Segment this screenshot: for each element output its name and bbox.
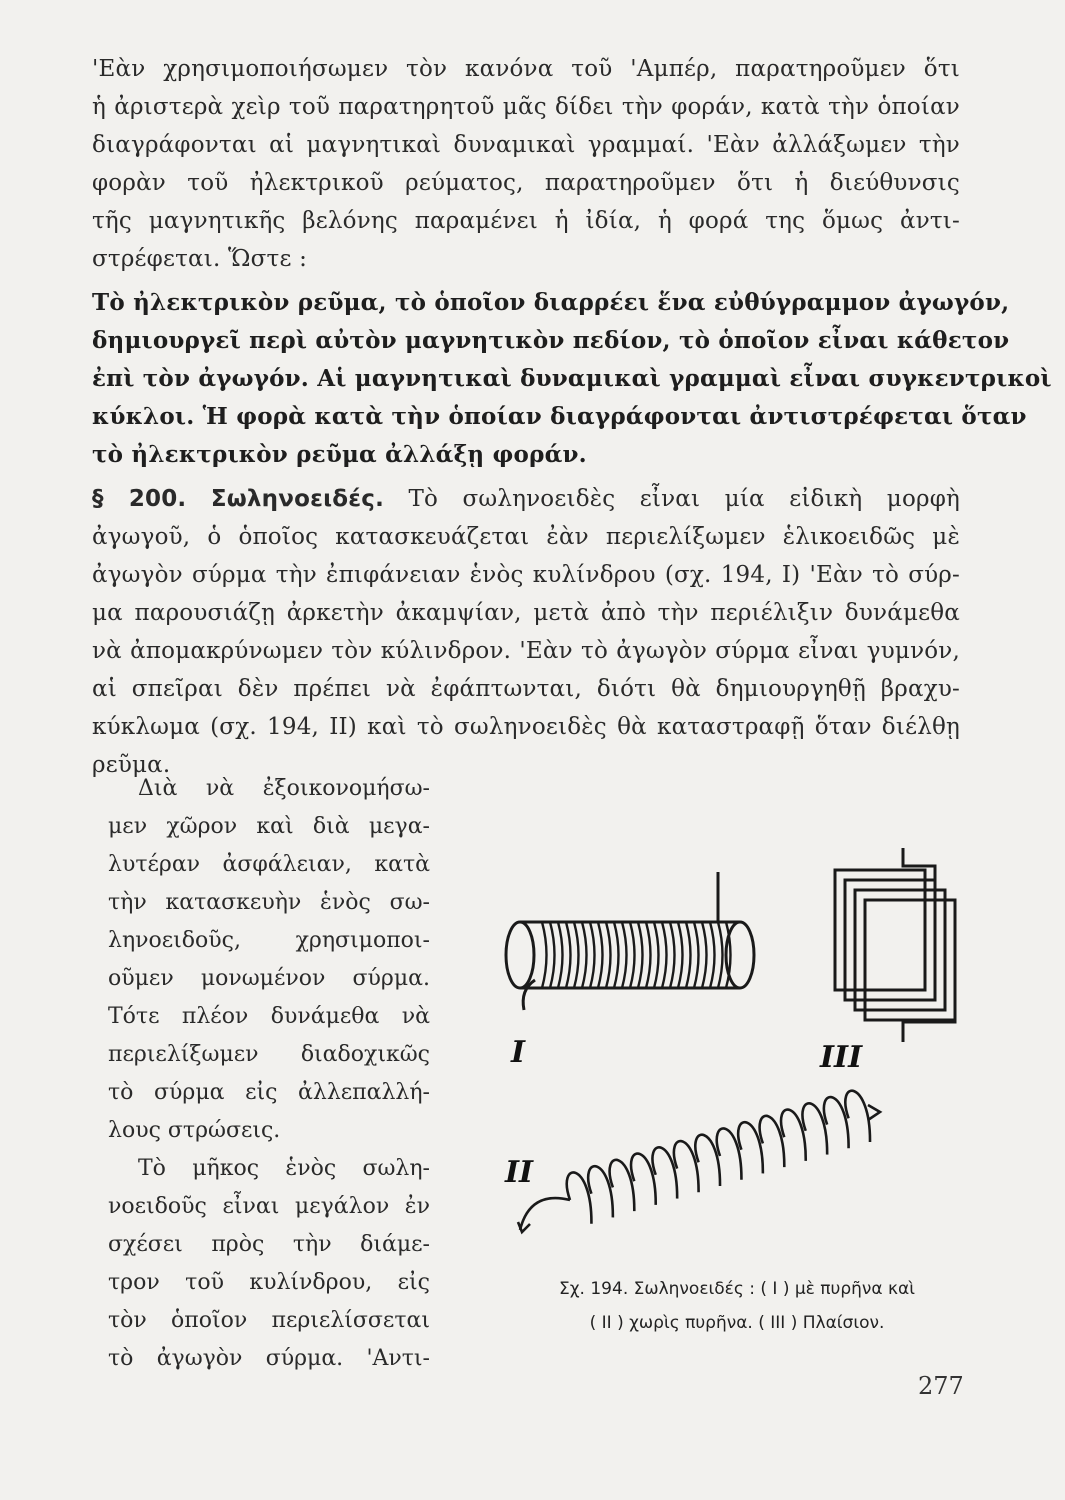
text-line: λυτέραν ἀσφάλειαν, κατὰ bbox=[108, 852, 430, 877]
text-line: τῆς μαγνητικῆς βελόνης παραμένει ἡ ἰδία, ἡ φορά της ὅμως ἀντι- bbox=[92, 208, 960, 234]
text-line: ἀγωγοῦ, ὁ ὁποῖος κατασκευάζεται ἐὰν περιελίξωμεν ἑλικοειδῶς μὲ bbox=[92, 524, 960, 550]
coil-turn bbox=[694, 922, 699, 988]
caption-line: Σχ. 194. Σωληνοειδές : ( I ) μὲ πυρῆνα καὶ bbox=[559, 1279, 915, 1299]
text-line: ρεῦμα. bbox=[92, 752, 171, 778]
text-line: ἡ ἀριστερὰ χεὶρ τοῦ παρατηρητοῦ μᾶς δίδει τὴν φοράν, κατὰ τὴν ὁποίαν bbox=[92, 94, 960, 120]
paragraph-ampere-rule bbox=[92, 50, 960, 278]
column-paragraph-length bbox=[108, 1150, 430, 1378]
section-title: Σωληνοειδές. bbox=[210, 486, 385, 512]
coil-turn bbox=[630, 922, 635, 988]
figure-label-I: I bbox=[511, 1035, 526, 1070]
coil-turn bbox=[662, 922, 667, 988]
frame-coil-drawing bbox=[835, 848, 955, 1042]
text-line: Τὸ μῆκος ἑνὸς σωλη- bbox=[138, 1156, 430, 1181]
text-line: τρον τοῦ κυλίνδρου, εἰς bbox=[108, 1270, 430, 1295]
coil-turn bbox=[582, 922, 587, 988]
coil-turn bbox=[542, 922, 547, 988]
text-line: νὰ ἀπομακρύνωμεν τὸν κύλινδρον. 'Εὰν τὸ ἀγωγὸν σύρμα εἶναι γυμνόν, bbox=[92, 638, 960, 664]
paragraph-rule-bold bbox=[92, 284, 1052, 474]
text-line: 'Εὰν χρησιμοποιήσωμεν τὸν κανόνα τοῦ 'Αμπέρ, παρατηροῦμεν ὅτι bbox=[92, 56, 960, 82]
coil-turn bbox=[654, 922, 659, 988]
coil-turn bbox=[718, 922, 723, 988]
caption-line: ( II ) χωρὶς πυρῆνα. ( III ) Πλαίσιον. bbox=[589, 1313, 885, 1333]
text-line: μεν χῶρον καὶ διὰ μεγα- bbox=[108, 814, 430, 839]
text-line: δημιουργεῖ περὶ αὐτὸν μαγνητικὸν πεδίον, τὸ ὁποῖον εἶναι κάθετον bbox=[92, 327, 1010, 354]
coil-turn bbox=[710, 922, 715, 988]
coil-turn bbox=[550, 922, 555, 988]
text-line: ἀγωγὸν σύρμα τὴν ἐπιφάνειαν ἑνὸς κυλίνδρου (σχ. 194, I) 'Εὰν τὸ σύρ- bbox=[92, 562, 960, 588]
coil-turn bbox=[590, 922, 595, 988]
section-first-line-text: Τὸ σωληνοειδὲς εἶναι μία εἰδικὴ μορφὴ bbox=[408, 486, 960, 512]
text-line: λους στρώσεις. bbox=[108, 1118, 281, 1143]
text-line: νοειδοῦς εἶναι μεγάλον ἐν bbox=[108, 1194, 430, 1219]
section-first-line bbox=[92, 480, 960, 518]
text-line: οῦμεν μονωμένον σύρμα. bbox=[108, 966, 430, 991]
figure-label-III: III bbox=[820, 1040, 863, 1075]
coil-turn bbox=[598, 922, 603, 988]
column-paragraph-insulated-wire bbox=[108, 770, 430, 1150]
coil-turn bbox=[646, 922, 651, 988]
text-line: μα παρουσιάζῃ ἀρκετὴν ἀκαμψίαν, μετὰ ἀπὸ τὴν περιέλιξιν δυνάμεθα bbox=[92, 600, 960, 626]
coil-turn bbox=[558, 922, 563, 988]
text-line: τὸ ἠλεκτρικὸν ρεῦμα ἀλλάξῃ φοράν. bbox=[92, 441, 587, 468]
figure-label-II: II bbox=[505, 1155, 534, 1190]
section-200-solenoid bbox=[92, 480, 960, 784]
page-number: 277 bbox=[918, 1372, 964, 1400]
coil-turn bbox=[678, 922, 683, 988]
text-line: διαγράφονται αἱ μαγνητικαὶ δυναμικαὶ γραμμαί. 'Εὰν ἀλλάξωμεν τὴν bbox=[92, 132, 960, 158]
coil-turn bbox=[614, 922, 619, 988]
text-line: Τότε πλέον δυνάμεθα νὰ bbox=[108, 1004, 430, 1029]
coil-turn bbox=[638, 922, 643, 988]
coil-turn bbox=[566, 922, 571, 988]
text-line: κύκλωμα (σχ. 194, II) καὶ τὸ σωληνοειδὲς θὰ καταστραφῇ ὅταν διέλθῃ bbox=[92, 714, 960, 740]
text-line: ἐπὶ τὸν ἀγωγόν. Αἱ μαγνητικαὶ δυναμικαὶ γραμμαὶ εἶναι συγκεντρικοὶ bbox=[92, 365, 1052, 392]
coil-turn bbox=[670, 922, 675, 988]
text-line: περιελίξωμεν διαδοχικῶς bbox=[108, 1042, 430, 1067]
text-line: Διὰ νὰ ἐξοικονομήσω- bbox=[138, 776, 430, 801]
coil-turn bbox=[686, 922, 691, 988]
text-line: στρέφεται. Ὥστε : bbox=[92, 246, 308, 272]
figure-caption bbox=[497, 1272, 977, 1340]
coil-turn bbox=[702, 922, 707, 988]
text-line: ληνοειδοῦς, χρησιμοποι- bbox=[108, 928, 430, 953]
solenoid-with-core-drawing bbox=[506, 872, 754, 1010]
text-line: τὴν κατασκευὴν ἑνὸς σω- bbox=[108, 890, 430, 915]
figure-194-solenoids bbox=[490, 830, 990, 1270]
text-line: αἱ σπεῖραι δὲν πρέπει νὰ ἐφάπτωνται, διότι θὰ δημιουργηθῇ βραχυ- bbox=[92, 676, 960, 702]
text-line: κύκλοι. Ἡ φορὰ κατὰ τὴν ὁποίαν διαγράφονται ἀντιστρέφεται ὅταν bbox=[92, 403, 1027, 430]
coreless-solenoid-drawing bbox=[518, 1091, 880, 1232]
section-number: § 200. bbox=[92, 486, 187, 512]
coil-turn bbox=[574, 922, 579, 988]
coil-turn bbox=[622, 922, 627, 988]
text-line: τὸ ἀγωγὸν σύρμα. 'Αντι- bbox=[108, 1346, 430, 1371]
text-line: Τὸ ἠλεκτρικὸν ρεῦμα, τὸ ὁποῖον διαρρέει ἕνα εὐθύγραμμον ἀγωγόν, bbox=[92, 289, 1010, 316]
text-line: σχέσει πρὸς τὴν διάμε- bbox=[108, 1232, 430, 1257]
text-line: τὸ σύρμα εἰς ἀλλεπαλλή- bbox=[108, 1080, 430, 1105]
text-line: τὸν ὁποῖον περιελίσσεται bbox=[108, 1308, 430, 1333]
text-line: φορὰν τοῦ ἠλεκτρικοῦ ρεύματος, παρατηροῦμεν ὅτι ἡ διεύθυνσις bbox=[92, 170, 960, 196]
coil-turn bbox=[606, 922, 611, 988]
